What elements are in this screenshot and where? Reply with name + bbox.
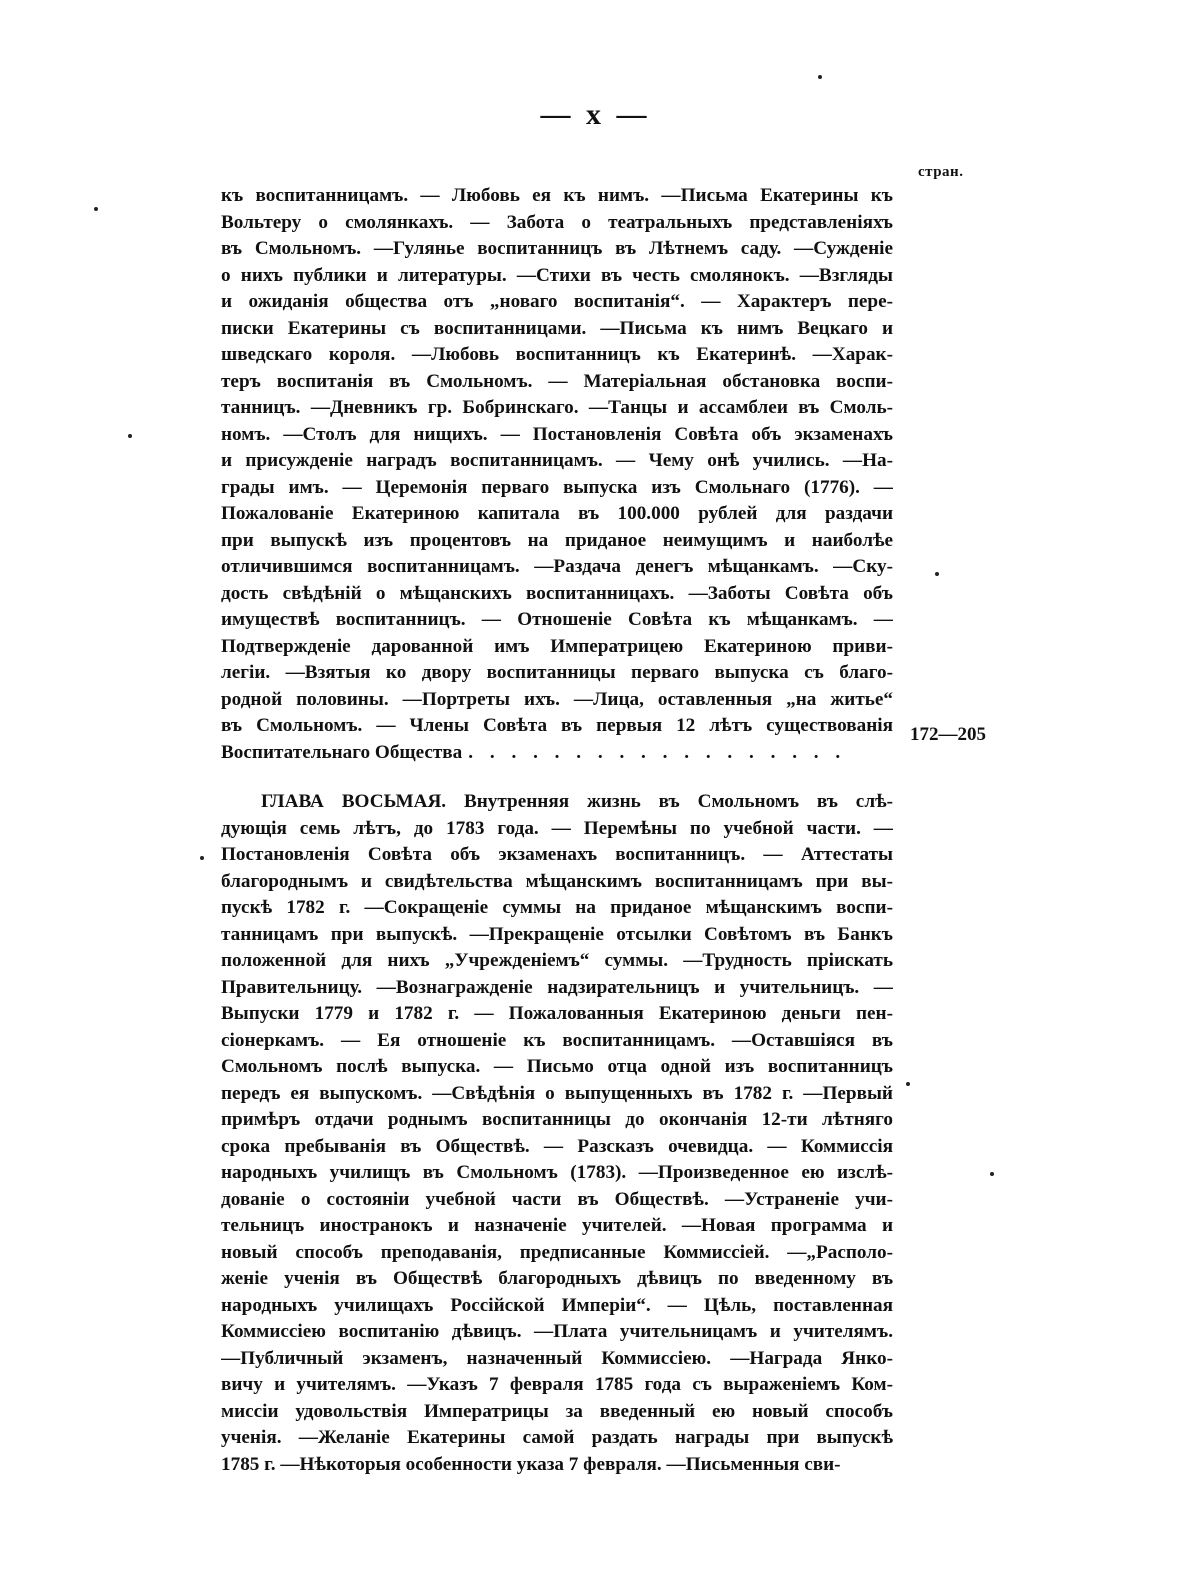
text-line: въ Смольномъ. —Гулянье воспитанницъ въ Лѣтнемъ саду. —Сужденіе: [221, 238, 893, 259]
text-line: новый способъ преподаванія, предписанные Коммиссіей. —„Располо-: [221, 1241, 893, 1263]
text-line: грады имъ. — Церемонія перваго выпуска изъ Смольнаго (1776). —: [221, 476, 893, 498]
print-speck: [94, 207, 98, 211]
text-line: дость свѣдѣній о мѣщанскихъ воспитанницахъ. —Заботы Совѣта объ: [221, 582, 893, 604]
contents-entry-chapter-seven: [221, 183, 893, 766]
text-line: Вольтеру о смолянкахъ. — Забота о театральныхъ представленіяхъ: [221, 211, 893, 233]
text-line: дованіе о состояніи учебной части въ Обществѣ. —Устраненіе учи-: [221, 1188, 893, 1210]
text-line: при выпускѣ изъ процентовъ на приданое неимущимъ и наиболѣе: [221, 529, 893, 551]
text-line: Правительницу. —Вознагражденіе надзирательницъ и учительницъ. —: [221, 976, 893, 998]
text-line: вичу и учителямъ. —Указъ 7 февраля 1785 года съ выраженіемъ Ком-: [221, 1374, 893, 1395]
page-header-marker: — x —: [540, 98, 651, 131]
print-speck: [935, 572, 939, 576]
text-line: танницъ. —Дневникъ гр. Бобринскаго. —Танцы и ассамблеи въ Смоль-: [221, 397, 893, 418]
text-line: Подтвержденіе дарованной имъ Императрицею Екатериною приви-: [221, 635, 893, 657]
text-line: дующія семь лѣтъ, до 1783 года. — Перемѣны по учебной части. —: [221, 817, 893, 839]
text-line: родной половины. —Портреты ихъ. —Лица, оставленныя „на житье“: [221, 688, 893, 710]
text-line: о нихъ публики и литературы. —Стихи въ честь смолянокъ. —Взгляды: [221, 264, 893, 286]
text-line: отличившимся воспитанницамъ. —Раздача денегъ мѣщанкамъ. —Ску-: [221, 556, 893, 577]
print-speck: [990, 1172, 994, 1176]
text-line: сіонеркамъ. — Ея отношеніе къ воспитанницамъ. —Оставшіяся въ: [221, 1029, 893, 1051]
text-line: срока пребыванія въ Обществѣ. — Разсказъ очевидца. — Коммиссія: [221, 1135, 893, 1157]
text-line: номъ. —Столъ для нищихъ. — Постановленія Совѣта объ экзаменахъ: [221, 423, 893, 445]
text-line: Воспитательнаго Общества: [221, 741, 463, 763]
text-line: шведскаго короля. —Любовь воспитанницъ къ Екатеринѣ. —Харак-: [221, 344, 893, 365]
text-line: Коммиссіею воспитанію дѣвицъ. —Плата учительницамъ и учителямъ.: [221, 1321, 893, 1342]
text-line: писки Екатерины съ воспитанницами. —Письма къ нимъ Вецкаго и: [221, 317, 893, 339]
text-line: танницамъ при выпускѣ. —Прекращеніе отсылки Совѣтомъ въ Банкъ: [221, 923, 893, 945]
print-speck: [906, 1082, 910, 1086]
text-line: народныхъ училищъ въ Смольномъ (1783). —Произведенное ею изслѣ-: [221, 1162, 893, 1183]
text-line: народныхъ училищахъ Россійской Имперіи“. — Цѣль, поставленная: [221, 1294, 893, 1316]
print-speck: [200, 856, 204, 860]
text-line: миссіи удовольствія Императрицы за введенный ею новый способъ: [221, 1400, 893, 1422]
text-line: и присужденіе наградъ воспитанницамъ. — Чему онѣ учились. —На-: [221, 450, 893, 471]
print-speck: [818, 75, 822, 79]
text-line: 1785 г. —Нѣкоторыя особенности указа 7 февраля. —Письменныя сви-: [221, 1453, 841, 1475]
text-line: Выпуски 1779 и 1782 г. — Пожалованныя Екатериною деньги пен-: [221, 1003, 893, 1024]
page-range: 172—205: [910, 724, 986, 745]
page-column-label: стран.: [918, 164, 964, 180]
text-line: передъ ея выпускомъ. —Свѣдѣнія о выпущенныхъ въ 1782 г. —Первый: [221, 1082, 893, 1104]
text-line: Пожалованіе Екатериною капитала въ 100.000 рублей для раздачи: [221, 503, 893, 524]
final-line-with-leader: [221, 740, 893, 767]
text-line: ученія. —Желаніе Екатерины самой раздать награды при выпускѣ: [221, 1427, 893, 1448]
text-line: примѣръ отдачи роднымъ воспитанницы до окончанія 12-ти лѣтняго: [221, 1109, 893, 1130]
text-line: положенной для нихъ „Учрежденіемъ“ суммы. —Трудность пріискать: [221, 950, 893, 971]
contents-entry-chapter-eight: [221, 789, 893, 1478]
text-line: благороднымъ и свидѣтельства мѣщанскимъ воспитанницамъ при вы-: [221, 870, 893, 892]
text-line: легіи. —Взятыя ко двору воспитанницы перваго выпуска съ благо-: [221, 662, 893, 683]
text-line: женіе ученія въ Обществѣ благородныхъ дѣвицъ по введенному въ: [221, 1268, 893, 1289]
leader-dots: . . . . . . . . . . . . . . . . . .: [468, 741, 847, 763]
text-line: пускѣ 1782 г. —Сокращеніе суммы на приданое мѣщанскимъ воспи-: [221, 897, 893, 918]
text-line: Смольномъ послѣ выпуска. — Письмо отца одной изъ воспитанницъ: [221, 1056, 893, 1077]
text-line: —Публичный экзаменъ, назначенный Коммиссіею. —Награда Янко-: [221, 1347, 893, 1369]
text-line: къ воспитанницамъ. — Любовь ея къ нимъ. —Письма Екатерины къ: [221, 185, 893, 206]
text-line: тельницъ иностранокъ и назначеніе учителей. —Новая программа и: [221, 1215, 893, 1236]
text-line: теръ воспитанія въ Смольномъ. — Матеріальная обстановка воспи-: [221, 370, 893, 392]
print-speck: [128, 434, 132, 438]
text-line: и ожиданія общества отъ „новаго воспитанія“. — Характеръ пере-: [221, 291, 893, 312]
text-line: имуществѣ воспитанницъ. — Отношеніе Совѣта къ мѣщанкамъ. —: [221, 609, 893, 630]
text-line: Постановленія Совѣта объ экзаменахъ воспитанницъ. — Аттестаты: [221, 844, 893, 865]
text-line: въ Смольномъ. — Члены Совѣта въ первыя 12 лѣтъ существованія: [221, 715, 893, 736]
text-line: ГЛАВА ВОСЬМАЯ. Внутренняя жизнь въ Смольномъ въ слѣ-: [261, 791, 893, 812]
